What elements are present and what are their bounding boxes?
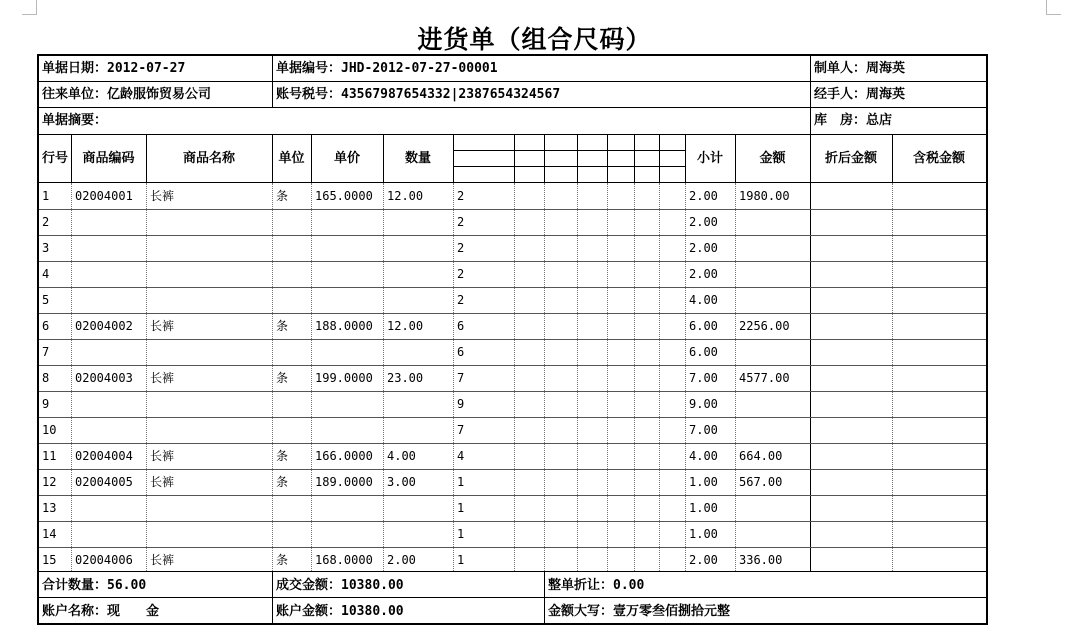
col-discount-amount: 折后金额 (824, 151, 877, 166)
cell-no: 11 (42, 449, 57, 463)
cell-code: 02004003 (75, 371, 133, 385)
account-tax-number: 账号税号：43567987654332|2387654324567 (276, 87, 561, 102)
cell-amount: 664.00 (739, 449, 783, 463)
cell-name: 长裤 (150, 553, 175, 567)
cell-no: 7 (42, 345, 50, 359)
cell-size: 1 (457, 501, 465, 515)
cell-no: 13 (42, 501, 57, 515)
cell-subtotal: 6.00 (689, 345, 718, 359)
cell-no: 15 (42, 553, 57, 567)
cell-subtotal: 2.00 (689, 553, 718, 567)
cell-qty: 3.00 (387, 475, 416, 489)
cell-subtotal: 4.00 (689, 293, 718, 307)
total-qty: 合计数量：56.00 (42, 578, 147, 593)
cell-code: 02004004 (75, 449, 133, 463)
cell-unit: 条 (276, 475, 289, 489)
cell-unit: 条 (276, 319, 289, 333)
cell-amount: 2256.00 (739, 319, 790, 333)
cell-amount: 567.00 (739, 475, 783, 489)
cell-subtotal: 2.00 (689, 189, 718, 203)
cell-size: 1 (457, 527, 465, 541)
cell-no: 5 (42, 293, 50, 307)
cell-name: 长裤 (150, 371, 175, 385)
cell-subtotal: 9.00 (689, 397, 718, 411)
summary: 单据摘要： (42, 113, 108, 128)
cell-amount: 336.00 (739, 553, 783, 567)
cell-amount: 4577.00 (739, 371, 790, 385)
cell-price: 188.0000 (315, 319, 373, 333)
col-price: 单价 (333, 151, 360, 166)
cell-qty: 12.00 (387, 319, 424, 333)
col-amount: 金额 (759, 151, 786, 166)
cell-qty: 12.00 (387, 189, 424, 203)
col-code: 商品编码 (82, 151, 135, 166)
handler: 经手人：周海英 (814, 87, 906, 102)
cell-no: 2 (42, 215, 50, 229)
cell-name: 长裤 (150, 475, 175, 489)
cell-size: 1 (457, 553, 465, 567)
cell-size: 9 (457, 397, 465, 411)
deal-amount: 成交金额：10380.00 (276, 578, 404, 593)
cell-qty: 2.00 (387, 553, 416, 567)
col-row-no: 行号 (41, 151, 68, 166)
cell-size: 1 (457, 475, 465, 489)
cell-subtotal: 4.00 (689, 449, 718, 463)
maker: 制单人：周海英 (814, 61, 906, 76)
cell-size: 2 (457, 189, 465, 203)
cell-subtotal: 1.00 (689, 501, 718, 515)
doc-number: 单据编号：JHD-2012-07-27-00001 (276, 61, 498, 76)
cell-name: 长裤 (150, 449, 175, 463)
purchase-order-table (37, 54, 988, 625)
cell-qty: 23.00 (387, 371, 424, 385)
cell-size: 2 (457, 267, 465, 281)
cell-price: 166.0000 (315, 449, 373, 463)
cell-no: 9 (42, 397, 50, 411)
cell-code: 02004005 (75, 475, 133, 489)
cell-no: 10 (42, 423, 57, 437)
cell-no: 14 (42, 527, 57, 541)
cell-size: 7 (457, 423, 465, 437)
cell-size: 2 (457, 215, 465, 229)
col-qty: 数量 (404, 151, 431, 166)
account-name: 账户名称：现 金 (42, 604, 160, 619)
cell-subtotal: 1.00 (689, 475, 718, 489)
cell-no: 6 (42, 319, 50, 333)
cell-code: 02004001 (75, 189, 133, 203)
order-discount: 整单折让：0.00 (548, 578, 645, 593)
cell-subtotal: 6.00 (689, 319, 718, 333)
cell-subtotal: 2.00 (689, 241, 718, 255)
partner: 往来单位：亿龄服饰贸易公司 (42, 87, 212, 102)
cell-name: 长裤 (150, 189, 175, 203)
cell-amount: 1980.00 (739, 189, 790, 203)
doc-date: 单据日期：2012-07-27 (42, 61, 186, 76)
cell-size: 4 (457, 449, 465, 463)
page-corner-mark (1046, 0, 1061, 15)
cell-unit: 条 (276, 371, 289, 385)
cell-unit: 条 (276, 553, 289, 567)
cell-size: 2 (457, 293, 465, 307)
cell-no: 1 (42, 189, 50, 203)
cell-price: 165.0000 (315, 189, 373, 203)
cell-subtotal: 7.00 (689, 423, 718, 437)
col-unit: 单位 (278, 151, 305, 166)
cell-size: 2 (457, 241, 465, 255)
cell-no: 8 (42, 371, 50, 385)
col-tax-amount: 含税金额 (912, 151, 965, 166)
cell-no: 12 (42, 475, 57, 489)
cell-no: 4 (42, 267, 50, 281)
col-subtotal: 小计 (696, 151, 723, 166)
cell-code: 02004006 (75, 553, 133, 567)
warehouse: 库 房：总店 (814, 113, 893, 128)
cell-price: 189.0000 (315, 475, 373, 489)
cell-no: 3 (42, 241, 50, 255)
cell-subtotal: 2.00 (689, 267, 718, 281)
document-title: 进货单（组合尺码） (417, 25, 652, 54)
cell-price: 168.0000 (315, 553, 373, 567)
amount-in-words: 金额大写：壹万零叁佰捌拾元整 (548, 604, 731, 619)
cell-subtotal: 2.00 (689, 215, 718, 229)
cell-size: 6 (457, 319, 465, 333)
cell-subtotal: 7.00 (689, 371, 718, 385)
cell-unit: 条 (276, 449, 289, 463)
cell-subtotal: 1.00 (689, 527, 718, 541)
cell-unit: 条 (276, 189, 289, 203)
cell-price: 199.0000 (315, 371, 373, 385)
cell-size: 6 (457, 345, 465, 359)
cell-size: 7 (457, 371, 465, 385)
cell-code: 02004002 (75, 319, 133, 333)
cell-qty: 4.00 (387, 449, 416, 463)
page-corner-mark (22, 0, 37, 15)
cell-name: 长裤 (150, 319, 175, 333)
account-amount: 账户金额：10380.00 (276, 604, 404, 619)
col-name: 商品名称 (182, 151, 235, 166)
